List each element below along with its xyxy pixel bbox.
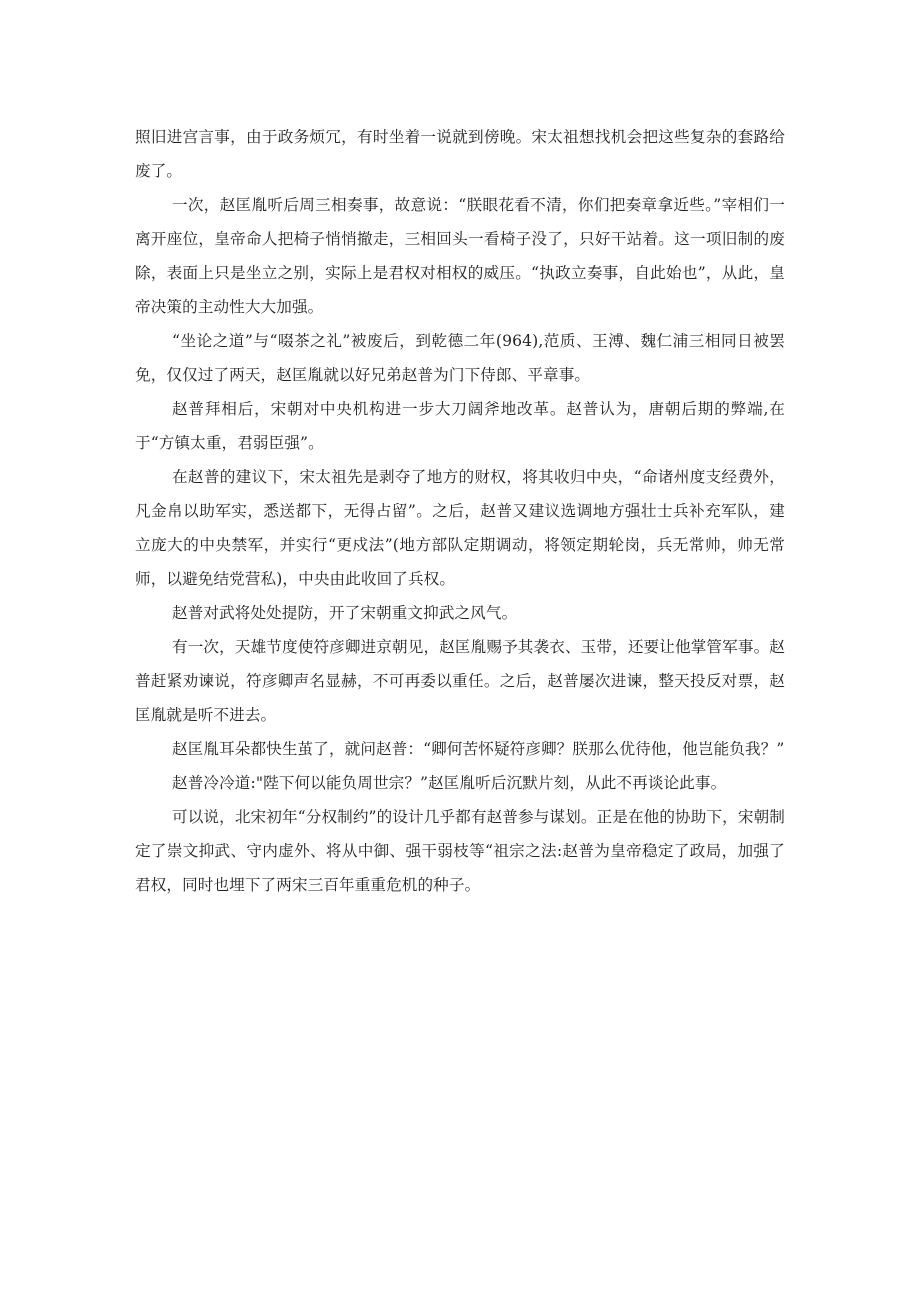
- article-body: [135, 120, 785, 902]
- paragraph: 赵匡胤耳朵都快生茧了，就问赵普：“卿何苦怀疑符彦卿？朕那么优待他，他岂能负我？”: [172, 740, 785, 758]
- paragraph: 赵普对武将处处提防，开了宋朝重文抑武之风气。: [172, 604, 518, 622]
- paragraph: 赵普拜相后，宋朝对中央机构进一步大刀阔斧地改革。赵普认为，唐朝后期的弊端,在于“方镇太重，君弱臣强”。: [135, 400, 785, 452]
- paragraph: 赵普冷冷道:"陛下何以能负周世宗？”赵匡胤听后沉默片刻，从此不再谈论此事。: [172, 774, 727, 792]
- paragraph: “坐论之道”与“啜茶之礼”被废后，到乾德二年(964),范质、王溥、魏仁浦三相同日被罢免，仅仅过了两天，赵匡胤就以好兄弟赵普为门下侍郎、平章事。: [135, 332, 785, 384]
- paragraph: 可以说，北宋初年“分权制约”的设计几乎都有赵普参与谋划。正是在他的协助下，宋朝制定了崇文抑武、守内虚外、将从中御、强干弱枝等“祖宗之法:赵普为皇帝稳定了政局，加强了君权，同时也埋下了两宋三百年重重危机的种子。: [135, 808, 785, 894]
- paragraph: 有一次，天雄节度使符彦卿进京朝见，赵匡胤赐予其袭衣、玉带，还要让他掌管军事。赵普赶紧劝谏说，符彦卿声名显赫，不可再委以重任。之后，赵普屡次进谏，整天投反对票，赵匡胤就是听不进去。: [135, 638, 785, 724]
- paragraph: 在赵普的建议下，宋太祖先是剥夺了地方的财权，将其收归中央，“命诸州度支经费外，凡金帛以助军实，悉送都下，无得占留”。之后，赵普又建议选调地方强壮士兵补充军队，建立庞大的中央禁军，并实行“更戍法”(地方部队定期调动，将领定期轮岗，兵无常帅，帅无常师，以避免结党营私)，中央由此收回了兵权。: [135, 468, 785, 588]
- paragraph-continuation: 照旧进宫言事，由于政务烦冗，有时坐着一说就到傍晚。宋太祖想找机会把这些复杂的套路给废了。: [135, 128, 785, 180]
- paragraph: 一次，赵匡胤听后周三相奏事，故意说：“朕眼花看不清，你们把奏章拿近些。”宰相们一离开座位，皇帝命人把椅子悄悄撤走，三相回头一看椅子没了，只好干站着。这一项旧制的废除，表面上只是坐立之别，实际上是君权对相权的威压。“执政立奏事，自此始也”，从此，皇帝决策的主动性大大加强。: [135, 196, 785, 316]
